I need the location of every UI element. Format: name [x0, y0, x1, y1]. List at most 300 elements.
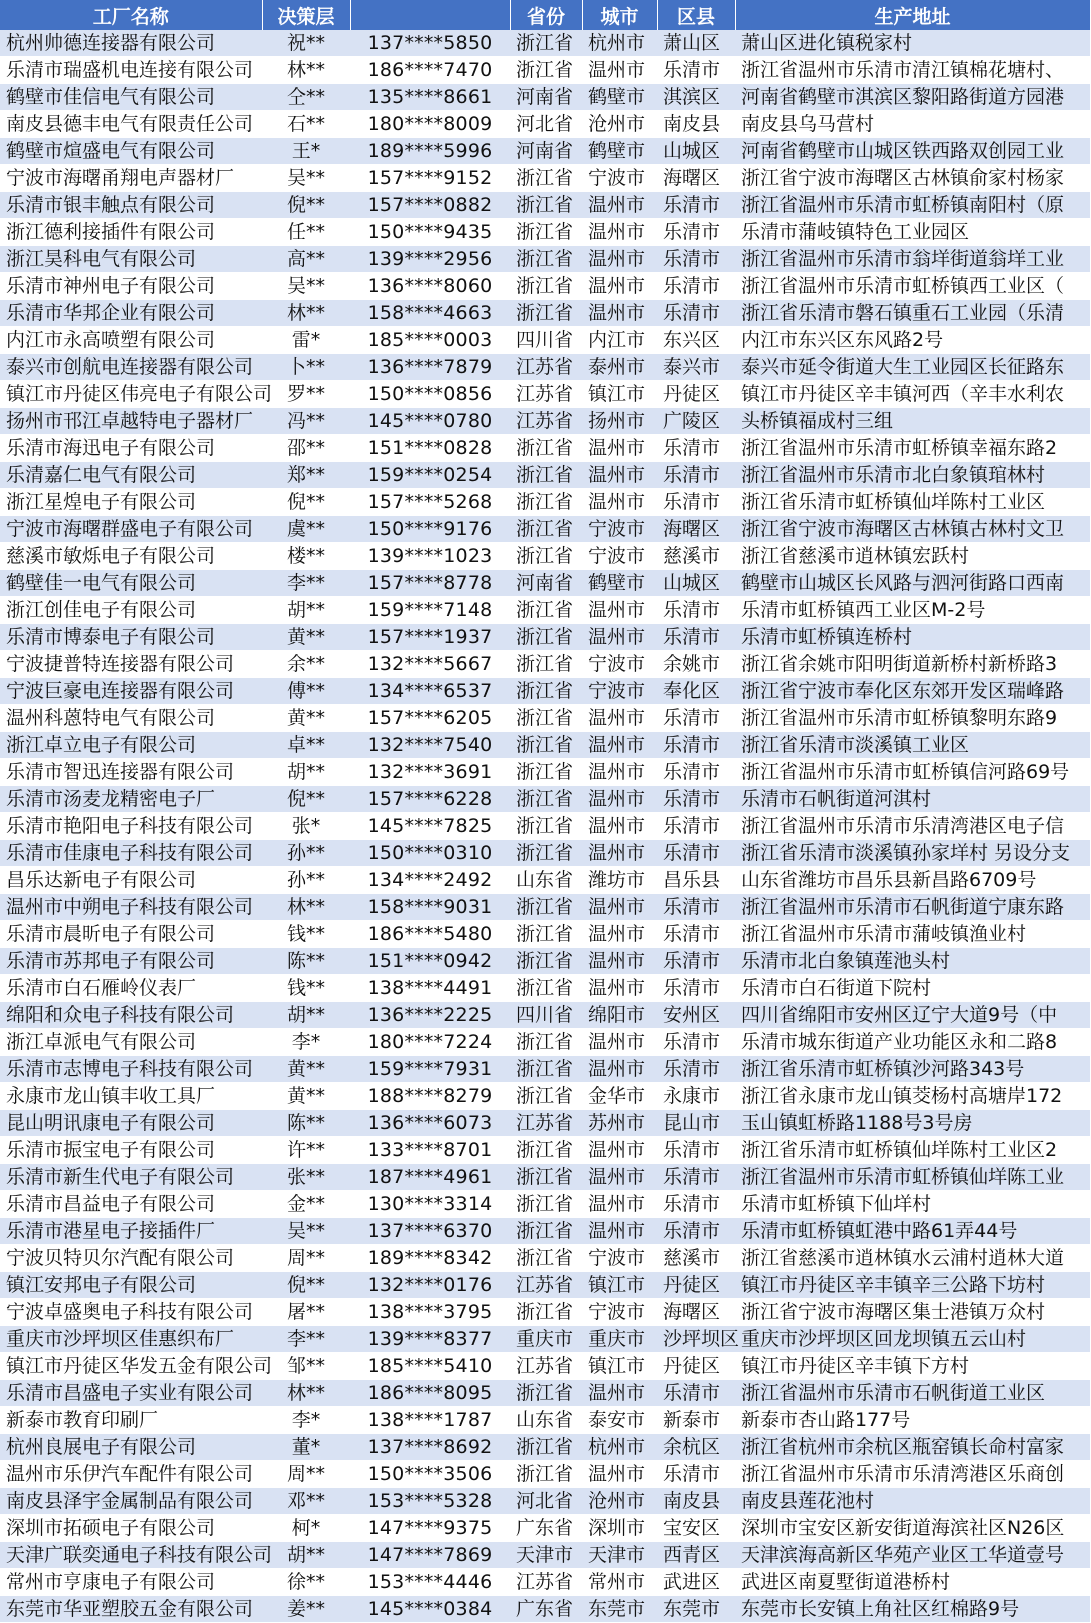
city-cell: 温州市: [582, 1056, 657, 1083]
phone-cell: 157****0882: [350, 192, 510, 219]
address-cell: 浙江省温州市乐清市虹桥镇西工业区（: [735, 273, 1090, 300]
decision-maker-cell: 徐**: [262, 1569, 350, 1596]
address-cell: 乐清市蒲岐镇特色工业园区: [735, 219, 1090, 246]
city-cell: 温州市: [582, 786, 657, 813]
province-cell: 浙江省: [510, 1299, 582, 1326]
factory-name-cell: 乐清市瑞盛机电连接有限公司: [0, 57, 262, 84]
table-row: [0, 408, 1090, 435]
address-cell: 浙江省慈溪市逍林镇水云浦村逍林大道: [735, 1245, 1090, 1272]
district-cell: 南皮县: [657, 111, 735, 138]
province-cell: 浙江省: [510, 786, 582, 813]
decision-maker-cell: 林**: [262, 57, 350, 84]
decision-maker-cell: 金**: [262, 1191, 350, 1218]
city-cell: 绵阳市: [582, 1002, 657, 1029]
phone-cell: 150****3506: [350, 1461, 510, 1488]
phone-cell: 157****6205: [350, 705, 510, 732]
table-row: [0, 57, 1090, 84]
address-cell: 乐清市石帆街道河淇村: [735, 786, 1090, 813]
phone-cell: 139****8377: [350, 1326, 510, 1353]
table-row: [0, 543, 1090, 570]
decision-maker-cell: 张**: [262, 1164, 350, 1191]
city-cell: 温州市: [582, 1461, 657, 1488]
phone-cell: 185****0003: [350, 327, 510, 354]
decision-maker-cell: 胡**: [262, 1542, 350, 1569]
city-cell: 温州市: [582, 705, 657, 732]
province-cell: 江苏省: [510, 381, 582, 408]
column-header-decision-maker: 决策层: [262, 0, 350, 30]
address-cell: 浙江省温州市乐清市翁垟街道翁垟工业: [735, 246, 1090, 273]
district-cell: 乐清市: [657, 300, 735, 327]
district-cell: 丹徒区: [657, 1353, 735, 1380]
province-cell: 浙江省: [510, 1164, 582, 1191]
phone-cell: 159****7148: [350, 597, 510, 624]
province-cell: 江苏省: [510, 1110, 582, 1137]
decision-maker-cell: 孙**: [262, 867, 350, 894]
province-cell: 四川省: [510, 327, 582, 354]
district-cell: 西青区: [657, 1542, 735, 1569]
phone-cell: 150****9435: [350, 219, 510, 246]
city-cell: 温州市: [582, 246, 657, 273]
address-cell: 新泰市杏山路177号: [735, 1407, 1090, 1434]
address-cell: 浙江省温州市乐清市乐清湾港区电子信: [735, 813, 1090, 840]
city-cell: 天津市: [582, 1542, 657, 1569]
factory-name-cell: 乐清市银丰触点有限公司: [0, 192, 262, 219]
decision-maker-cell: 倪**: [262, 1272, 350, 1299]
factory-name-cell: 南皮县泽宇金属制品有限公司: [0, 1488, 262, 1515]
table-row: [0, 1056, 1090, 1083]
table-row: [0, 1407, 1090, 1434]
city-cell: 温州市: [582, 1191, 657, 1218]
province-cell: 浙江省: [510, 1137, 582, 1164]
table-row: [0, 138, 1090, 165]
address-cell: 浙江省温州市乐清市乐清湾港区乐商创: [735, 1461, 1090, 1488]
district-cell: 乐清市: [657, 813, 735, 840]
table-row: [0, 1488, 1090, 1515]
province-cell: 江苏省: [510, 1272, 582, 1299]
column-header-district: 区县: [657, 0, 735, 30]
decision-maker-cell: 李**: [262, 570, 350, 597]
table-row: [0, 651, 1090, 678]
decision-maker-cell: 卜**: [262, 354, 350, 381]
decision-maker-cell: 倪**: [262, 489, 350, 516]
table-row: [0, 1110, 1090, 1137]
city-cell: 温州市: [582, 219, 657, 246]
phone-cell: 186****8095: [350, 1380, 510, 1407]
province-cell: 四川省: [510, 1002, 582, 1029]
factory-name-cell: 乐清市新生代电子有限公司: [0, 1164, 262, 1191]
factory-name-cell: 宁波卓盛奥电子科技有限公司: [0, 1299, 262, 1326]
phone-cell: 159****0254: [350, 462, 510, 489]
factory-name-cell: 浙江星煌电子有限公司: [0, 489, 262, 516]
factory-name-cell: 乐清嘉仁电气有限公司: [0, 462, 262, 489]
table-row: [0, 84, 1090, 111]
factory-name-cell: 乐清市神州电子有限公司: [0, 273, 262, 300]
city-cell: 杭州市: [582, 1434, 657, 1461]
table-row: [0, 1191, 1090, 1218]
decision-maker-cell: 祝**: [262, 30, 350, 57]
district-cell: 昆山市: [657, 1110, 735, 1137]
province-cell: 河南省: [510, 570, 582, 597]
district-cell: 乐清市: [657, 273, 735, 300]
factory-name-cell: 宁波捷普特连接器有限公司: [0, 651, 262, 678]
district-cell: 乐清市: [657, 840, 735, 867]
table-row: [0, 1245, 1090, 1272]
province-cell: 浙江省: [510, 435, 582, 462]
table-row: [0, 1272, 1090, 1299]
address-cell: 浙江省杭州市余杭区瓶窑镇长命村富家: [735, 1434, 1090, 1461]
phone-cell: 136****7879: [350, 354, 510, 381]
province-cell: 浙江省: [510, 975, 582, 1002]
district-cell: 南皮县: [657, 1488, 735, 1515]
province-cell: 浙江省: [510, 840, 582, 867]
province-cell: 山东省: [510, 1407, 582, 1434]
table-row: [0, 1569, 1090, 1596]
phone-cell: 147****9375: [350, 1515, 510, 1542]
factory-name-cell: 宁波市海曙群盛电子有限公司: [0, 516, 262, 543]
address-cell: 浙江省温州市乐清市北白象镇琯林村: [735, 462, 1090, 489]
decision-maker-cell: 孙**: [262, 840, 350, 867]
address-cell: 头桥镇福成村三组: [735, 408, 1090, 435]
province-cell: 浙江省: [510, 624, 582, 651]
district-cell: 淇滨区: [657, 84, 735, 111]
decision-maker-cell: 林**: [262, 300, 350, 327]
district-cell: 海曙区: [657, 165, 735, 192]
phone-cell: 138****1787: [350, 1407, 510, 1434]
decision-maker-cell: 周**: [262, 1461, 350, 1488]
district-cell: 山城区: [657, 570, 735, 597]
district-cell: 东莞市: [657, 1596, 735, 1623]
address-cell: 浙江省宁波市海曙区古林镇俞家村杨家: [735, 165, 1090, 192]
phone-cell: 185****5410: [350, 1353, 510, 1380]
phone-cell: 153****5328: [350, 1488, 510, 1515]
address-cell: 武进区南夏墅街道港桥村: [735, 1569, 1090, 1596]
province-cell: 浙江省: [510, 219, 582, 246]
district-cell: 武进区: [657, 1569, 735, 1596]
province-cell: 河北省: [510, 111, 582, 138]
city-cell: 鹤壁市: [582, 570, 657, 597]
decision-maker-cell: 傅**: [262, 678, 350, 705]
decision-maker-cell: 邓**: [262, 1488, 350, 1515]
factory-name-cell: 乐清市振宝电子有限公司: [0, 1137, 262, 1164]
city-cell: 镇江市: [582, 1272, 657, 1299]
address-cell: 乐清市虹桥镇下仙垟村: [735, 1191, 1090, 1218]
province-cell: 浙江省: [510, 1191, 582, 1218]
factory-name-cell: 泰兴市创航电连接器有限公司: [0, 354, 262, 381]
table-row: [0, 165, 1090, 192]
address-cell: 河南省鹤壁市淇滨区黎阳路街道方园港: [735, 84, 1090, 111]
table-row: [0, 1083, 1090, 1110]
province-cell: 浙江省: [510, 678, 582, 705]
factory-name-cell: 天津广联奕通电子科技有限公司: [0, 1542, 262, 1569]
address-cell: 浙江省乐清市淡溪镇孙家垟村 另设分支: [735, 840, 1090, 867]
table-row: [0, 624, 1090, 651]
address-cell: 乐清市虹桥镇连桥村: [735, 624, 1090, 651]
district-cell: 安州区: [657, 1002, 735, 1029]
province-cell: 浙江省: [510, 246, 582, 273]
district-cell: 乐清市: [657, 786, 735, 813]
header-row: [0, 0, 1090, 30]
table-row: [0, 732, 1090, 759]
city-cell: 温州市: [582, 435, 657, 462]
city-cell: 温州市: [582, 894, 657, 921]
factory-name-cell: 浙江昊科电气有限公司: [0, 246, 262, 273]
province-cell: 浙江省: [510, 1434, 582, 1461]
table-row: [0, 219, 1090, 246]
table-row: [0, 1002, 1090, 1029]
province-cell: 江苏省: [510, 354, 582, 381]
province-cell: 广东省: [510, 1515, 582, 1542]
phone-cell: 133****8701: [350, 1137, 510, 1164]
factory-name-cell: 昆山明讯康电子有限公司: [0, 1110, 262, 1137]
province-cell: 浙江省: [510, 1461, 582, 1488]
factory-name-cell: 浙江创佳电子有限公司: [0, 597, 262, 624]
table-row: [0, 273, 1090, 300]
address-cell: 深圳市宝安区新安街道海滨社区N26区: [735, 1515, 1090, 1542]
address-cell: 浙江省宁波市海曙区集士港镇万众村: [735, 1299, 1090, 1326]
table-row: [0, 759, 1090, 786]
factory-name-cell: 乐清市港星电子接插件厂: [0, 1218, 262, 1245]
city-cell: 沧州市: [582, 1488, 657, 1515]
address-cell: 浙江省温州市乐清市虹桥镇仙垟陈工业: [735, 1164, 1090, 1191]
factory-name-cell: 慈溪市敏烁电子有限公司: [0, 543, 262, 570]
city-cell: 宁波市: [582, 1245, 657, 1272]
city-cell: 镇江市: [582, 1353, 657, 1380]
phone-cell: 132****7540: [350, 732, 510, 759]
district-cell: 乐清市: [657, 462, 735, 489]
district-cell: 海曙区: [657, 1299, 735, 1326]
phone-cell: 147****7869: [350, 1542, 510, 1569]
address-cell: 乐清市虹桥镇虹港中路61弄44号: [735, 1218, 1090, 1245]
district-cell: 乐清市: [657, 705, 735, 732]
phone-cell: 157****1937: [350, 624, 510, 651]
factory-name-cell: 鹤壁市佳信电气有限公司: [0, 84, 262, 111]
province-cell: 浙江省: [510, 516, 582, 543]
province-cell: 河南省: [510, 138, 582, 165]
province-cell: 重庆市: [510, 1326, 582, 1353]
district-cell: 乐清市: [657, 489, 735, 516]
district-cell: 乐清市: [657, 894, 735, 921]
address-cell: 镇江市丹徒区辛丰镇下方村: [735, 1353, 1090, 1380]
district-cell: 乐清市: [657, 1029, 735, 1056]
district-cell: 乐清市: [657, 1137, 735, 1164]
address-cell: 浙江省温州市乐清市虹桥镇幸福东路2: [735, 435, 1090, 462]
table-row: [0, 975, 1090, 1002]
city-cell: 扬州市: [582, 408, 657, 435]
province-cell: 浙江省: [510, 651, 582, 678]
decision-maker-cell: 吴**: [262, 165, 350, 192]
province-cell: 浙江省: [510, 462, 582, 489]
decision-maker-cell: 胡**: [262, 597, 350, 624]
address-cell: 鹤壁市山城区长风路与泗河街路口西南: [735, 570, 1090, 597]
decision-maker-cell: 冯**: [262, 408, 350, 435]
city-cell: 镇江市: [582, 381, 657, 408]
factory-name-cell: 乐清市昌盛电子实业有限公司: [0, 1380, 262, 1407]
table-row: [0, 30, 1090, 57]
decision-maker-cell: 林**: [262, 894, 350, 921]
decision-maker-cell: 李*: [262, 1407, 350, 1434]
province-cell: 浙江省: [510, 597, 582, 624]
province-cell: 浙江省: [510, 57, 582, 84]
province-cell: 浙江省: [510, 192, 582, 219]
city-cell: 宁波市: [582, 516, 657, 543]
district-cell: 丹徒区: [657, 381, 735, 408]
district-cell: 乐清市: [657, 219, 735, 246]
factory-name-cell: 镇江市丹徒区华发五金有限公司: [0, 1353, 262, 1380]
province-cell: 浙江省: [510, 705, 582, 732]
phone-cell: 137****8692: [350, 1434, 510, 1461]
address-cell: 东莞市长安镇上角社区红棉路9号: [735, 1596, 1090, 1623]
decision-maker-cell: 董*: [262, 1434, 350, 1461]
decision-maker-cell: 吴**: [262, 273, 350, 300]
decision-maker-cell: 罗**: [262, 381, 350, 408]
city-cell: 沧州市: [582, 111, 657, 138]
city-cell: 鹤壁市: [582, 138, 657, 165]
province-cell: 天津市: [510, 1542, 582, 1569]
city-cell: 温州市: [582, 732, 657, 759]
phone-cell: 159****7931: [350, 1056, 510, 1083]
province-cell: 浙江省: [510, 165, 582, 192]
table-row: [0, 1542, 1090, 1569]
decision-maker-cell: 黄**: [262, 705, 350, 732]
phone-cell: 132****3691: [350, 759, 510, 786]
city-cell: 常州市: [582, 1569, 657, 1596]
district-cell: 乐清市: [657, 948, 735, 975]
address-cell: 乐清市北白象镇莲池头村: [735, 948, 1090, 975]
factory-name-cell: 浙江卓立电子有限公司: [0, 732, 262, 759]
factory-name-cell: 扬州市邗江卓越特电子器材厂: [0, 408, 262, 435]
table-row: [0, 786, 1090, 813]
city-cell: 温州市: [582, 921, 657, 948]
city-cell: 温州市: [582, 975, 657, 1002]
table-row: [0, 1326, 1090, 1353]
phone-cell: 188****8279: [350, 1083, 510, 1110]
decision-maker-cell: 高**: [262, 246, 350, 273]
address-cell: 浙江省乐清市淡溪镇工业区: [735, 732, 1090, 759]
table-row: [0, 1596, 1090, 1623]
district-cell: 乐清市: [657, 246, 735, 273]
phone-cell: 157****8778: [350, 570, 510, 597]
phone-cell: 136****8060: [350, 273, 510, 300]
city-cell: 金华市: [582, 1083, 657, 1110]
table-row: [0, 813, 1090, 840]
city-cell: 重庆市: [582, 1326, 657, 1353]
decision-maker-cell: 倪**: [262, 192, 350, 219]
district-cell: 乐清市: [657, 1380, 735, 1407]
factory-name-cell: 永康市龙山镇丰收工具厂: [0, 1083, 262, 1110]
address-cell: 河南省鹤壁市山城区铁西路双创园工业: [735, 138, 1090, 165]
column-header-province: 省份: [510, 0, 582, 30]
phone-cell: 157****6228: [350, 786, 510, 813]
address-cell: 乐清市城东街道产业功能区永和二路8: [735, 1029, 1090, 1056]
district-cell: 乐清市: [657, 597, 735, 624]
factory-name-cell: 杭州帅德连接器有限公司: [0, 30, 262, 57]
factory-name-cell: 温州市中朔电子科技有限公司: [0, 894, 262, 921]
table-row: [0, 489, 1090, 516]
decision-maker-cell: 黄**: [262, 624, 350, 651]
address-cell: 浙江省乐清市虹桥镇沙河路343号: [735, 1056, 1090, 1083]
district-cell: 永康市: [657, 1083, 735, 1110]
decision-maker-cell: 李*: [262, 1029, 350, 1056]
district-cell: 宝安区: [657, 1515, 735, 1542]
table-row: [0, 111, 1090, 138]
phone-cell: 136****6073: [350, 1110, 510, 1137]
city-cell: 温州市: [582, 273, 657, 300]
district-cell: 海曙区: [657, 516, 735, 543]
factory-name-cell: 乐清市海迅电子有限公司: [0, 435, 262, 462]
district-cell: 丹徒区: [657, 1272, 735, 1299]
province-cell: 浙江省: [510, 489, 582, 516]
factory-name-cell: 浙江卓派电气有限公司: [0, 1029, 262, 1056]
phone-cell: 145****0384: [350, 1596, 510, 1623]
phone-cell: 136****2225: [350, 1002, 510, 1029]
phone-cell: 158****9031: [350, 894, 510, 921]
address-cell: 萧山区进化镇税家村: [735, 30, 1090, 57]
table-row: [0, 1299, 1090, 1326]
city-cell: 苏州市: [582, 1110, 657, 1137]
factory-name-cell: 鹤壁市煊盛电气有限公司: [0, 138, 262, 165]
phone-cell: 189****5996: [350, 138, 510, 165]
province-cell: 浙江省: [510, 1245, 582, 1272]
factory-name-cell: 温州市乐伊汽车配件有限公司: [0, 1461, 262, 1488]
phone-cell: 157****9152: [350, 165, 510, 192]
district-cell: 慈溪市: [657, 543, 735, 570]
city-cell: 温州市: [582, 1029, 657, 1056]
address-cell: 重庆市沙坪坝区回龙坝镇五云山村: [735, 1326, 1090, 1353]
address-cell: 浙江省温州市乐清市虹桥镇黎明东路9: [735, 705, 1090, 732]
decision-maker-cell: 虞**: [262, 516, 350, 543]
city-cell: 宁波市: [582, 1299, 657, 1326]
table-row: [0, 246, 1090, 273]
district-cell: 乐清市: [657, 435, 735, 462]
address-cell: 内江市东兴区东风路2号: [735, 327, 1090, 354]
city-cell: 杭州市: [582, 30, 657, 57]
column-header-city: 城市: [582, 0, 657, 30]
province-cell: 浙江省: [510, 759, 582, 786]
city-cell: 温州市: [582, 759, 657, 786]
factory-name-cell: 乐清市昌益电子有限公司: [0, 1191, 262, 1218]
factory-name-cell: 乐清市佳康电子科技有限公司: [0, 840, 262, 867]
city-cell: 温州市: [582, 192, 657, 219]
phone-cell: 180****7224: [350, 1029, 510, 1056]
city-cell: 温州市: [582, 300, 657, 327]
address-cell: 浙江省温州市乐清市虹桥镇信河路69号: [735, 759, 1090, 786]
table-row: [0, 435, 1090, 462]
district-cell: 广陵区: [657, 408, 735, 435]
factory-name-cell: 常州市亨康电子有限公司: [0, 1569, 262, 1596]
district-cell: 乐清市: [657, 1218, 735, 1245]
decision-maker-cell: 胡**: [262, 759, 350, 786]
province-cell: 江苏省: [510, 408, 582, 435]
city-cell: 温州市: [582, 1137, 657, 1164]
table-row: [0, 1218, 1090, 1245]
factory-name-cell: 新泰市教育印刷厂: [0, 1407, 262, 1434]
district-cell: 乐清市: [657, 1191, 735, 1218]
decision-maker-cell: 黄**: [262, 1056, 350, 1083]
province-cell: 广东省: [510, 1596, 582, 1623]
phone-cell: 137****5850: [350, 30, 510, 57]
district-cell: 昌乐县: [657, 867, 735, 894]
table-row: [0, 948, 1090, 975]
city-cell: 温州市: [582, 813, 657, 840]
table-row: [0, 678, 1090, 705]
city-cell: 宁波市: [582, 165, 657, 192]
table-row: [0, 1380, 1090, 1407]
table-row: [0, 192, 1090, 219]
phone-cell: 150****0310: [350, 840, 510, 867]
decision-maker-cell: 姜**: [262, 1596, 350, 1623]
city-cell: 宁波市: [582, 651, 657, 678]
table-row: [0, 705, 1090, 732]
